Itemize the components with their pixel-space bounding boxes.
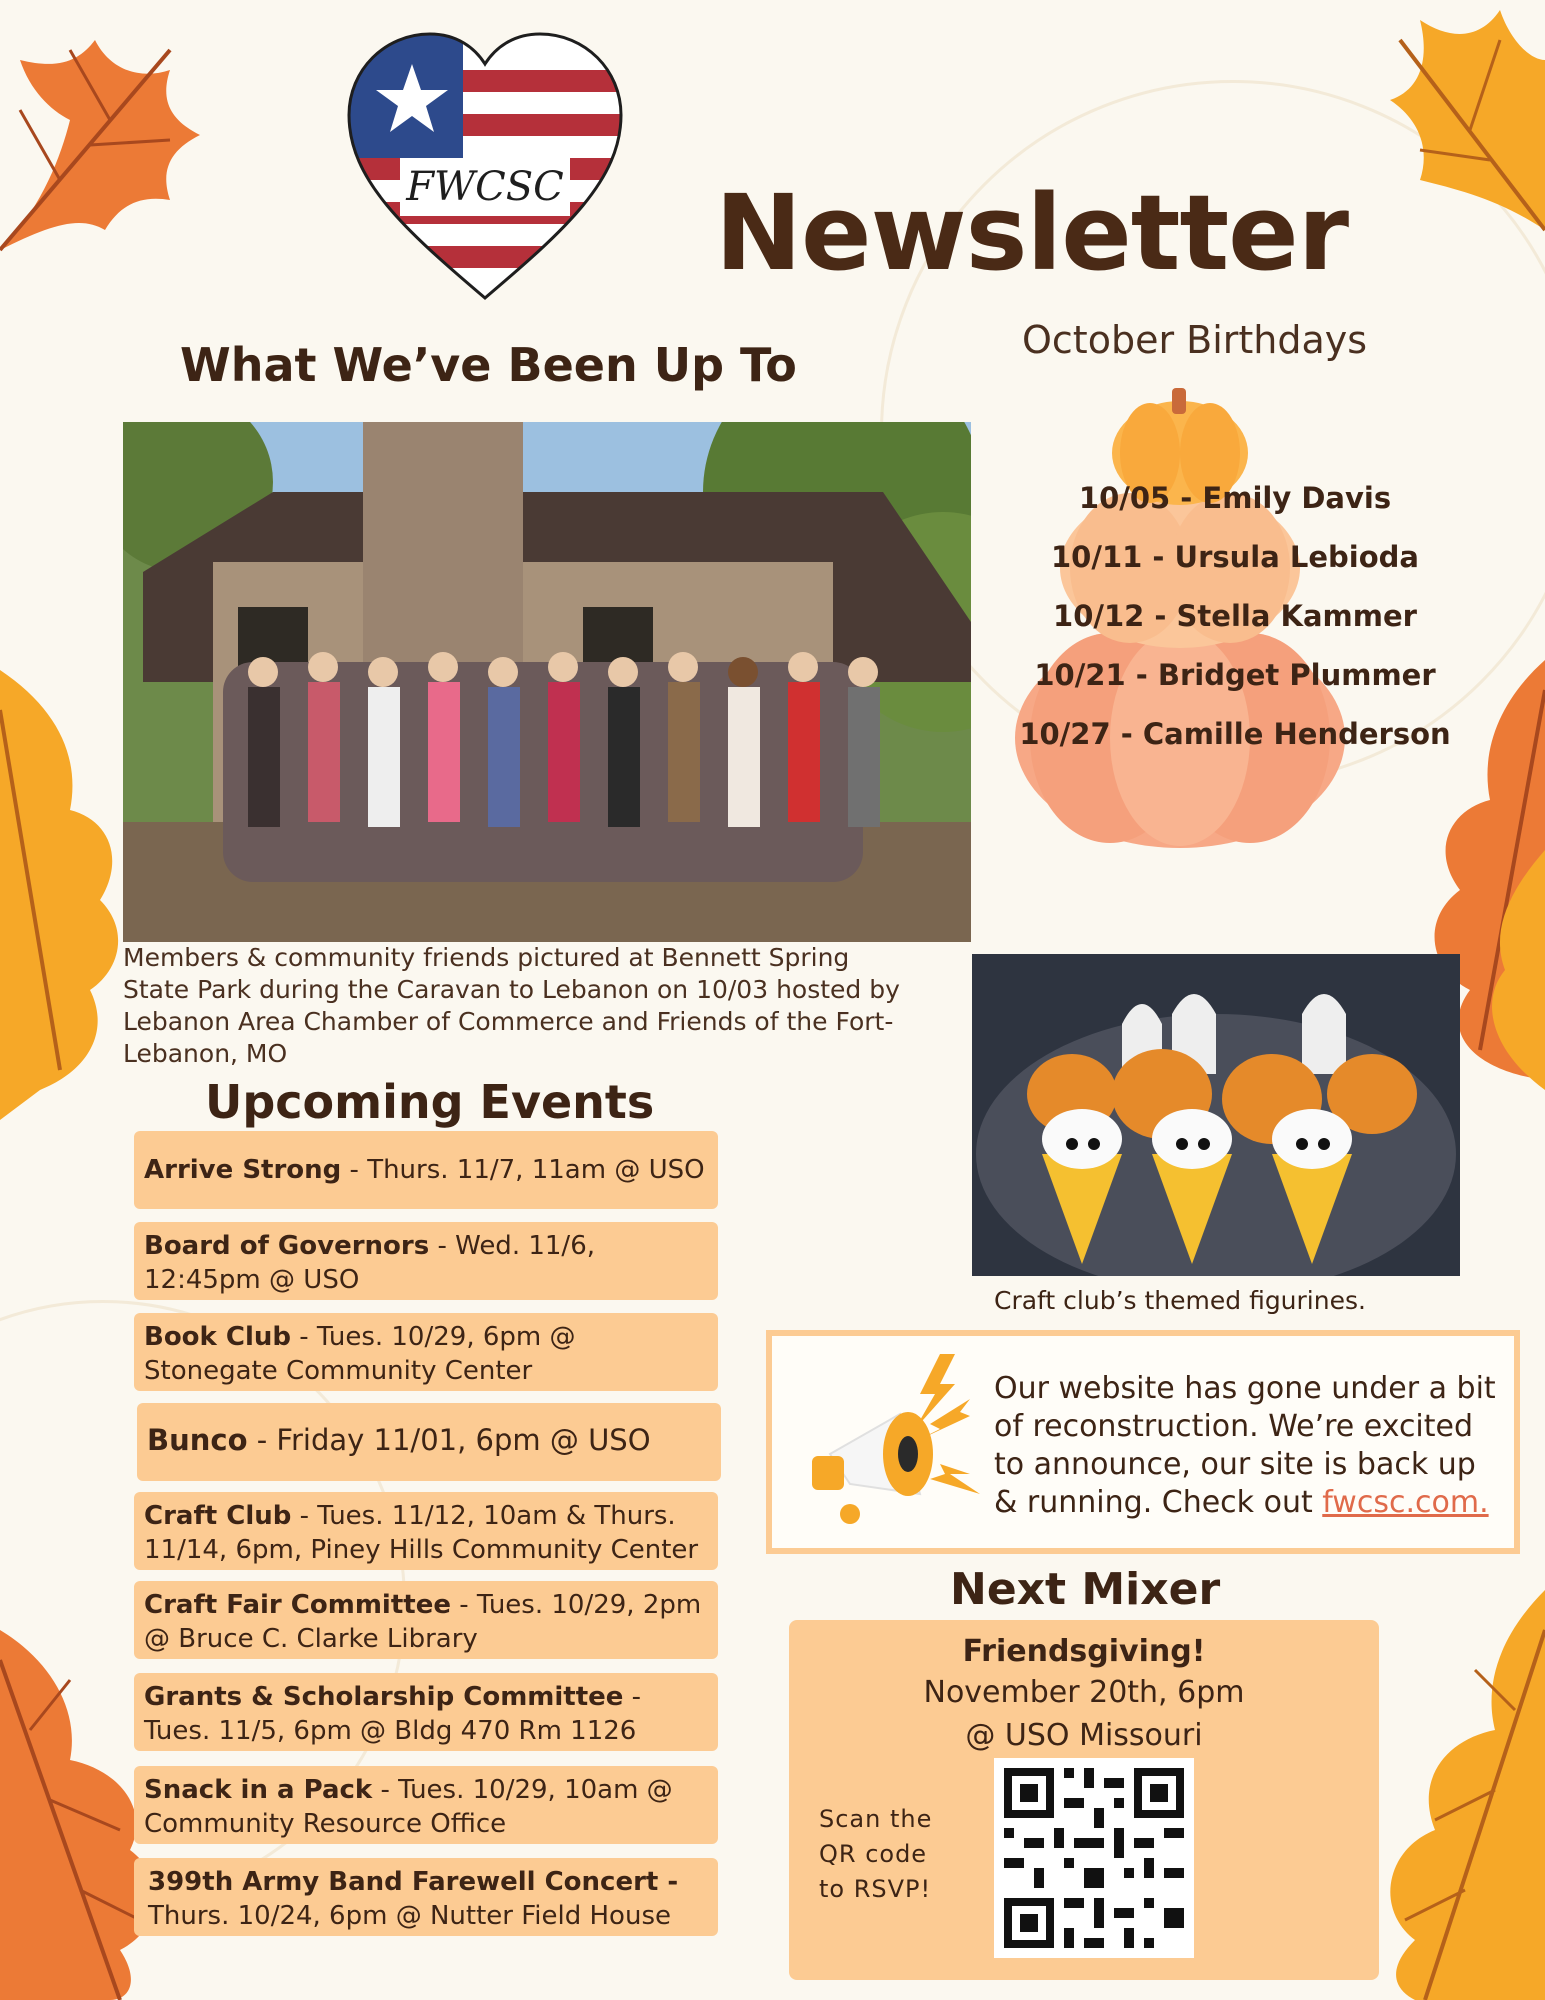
logo-text: FWCSC xyxy=(406,164,564,210)
event-details: - Tues. 11/5, 6pm @ Bldg 470 Rm 1126 xyxy=(144,1682,642,1746)
photo-caption: Members & community friends pictured at Bennett Spring State Park during the Caravan to Lebanon on 10/03 hosted by Lebanon Area Chamber of Commerce and Friends of the Fort- Lebanon, MO xyxy=(123,943,900,1068)
page-title: Newsletter xyxy=(715,172,1348,294)
recap-heading: What We’ve Been Up To xyxy=(180,338,797,392)
event-details: - Tues. 10/29, 6pm @ Stonegate Community Center xyxy=(144,1322,576,1386)
craft-figurines-photo xyxy=(972,954,1460,1276)
event-name: Craft Club xyxy=(144,1501,292,1531)
group-photo xyxy=(123,422,971,942)
event-details: - Tues. 10/29, 10am @ Community Resource Office xyxy=(144,1775,673,1839)
scan-line: Scan the xyxy=(819,1805,933,1833)
mixer-card xyxy=(789,1620,1379,1980)
event-name: Grants & Scholarship Committee xyxy=(144,1682,624,1712)
event-name: 399th Army Band Farewell Concert - xyxy=(148,1867,679,1897)
website-link[interactable]: fwcsc.com. xyxy=(1322,1485,1489,1520)
birthday-list xyxy=(1000,478,1470,773)
event-item xyxy=(137,1403,721,1481)
event-name: Bunco xyxy=(147,1423,248,1457)
fwcsc-heart-logo xyxy=(345,30,625,302)
birthday-item: 10/12 - Stella Kammer xyxy=(1053,599,1417,633)
leaf-right-inner-icon xyxy=(1450,850,1545,1090)
event-item xyxy=(134,1131,718,1209)
scan-line: to RSVP! xyxy=(819,1875,932,1903)
event-item xyxy=(134,1581,718,1659)
event-item xyxy=(134,1673,718,1751)
event-details: - Friday 11/01, 6pm @ USO xyxy=(247,1423,651,1457)
birthday-item: 10/27 - Camille Henderson xyxy=(1019,717,1451,751)
event-details: - Thurs. 11/7, 11am @ USO xyxy=(341,1155,705,1185)
event-name: Board of Governors xyxy=(144,1231,430,1261)
event-details: - Wed. 11/6, 12:45pm @ USO xyxy=(144,1231,595,1295)
mixer-heading: Next Mixer xyxy=(950,1564,1221,1615)
craft-caption: Craft club’s themed figurines. xyxy=(994,1286,1366,1315)
leaf-top-left-icon xyxy=(0,0,270,270)
megaphone-icon xyxy=(790,1344,990,1544)
mixer-location: @ USO Missouri xyxy=(965,1718,1203,1753)
scan-line: QR code xyxy=(819,1840,928,1868)
event-name: Snack in a Pack xyxy=(144,1775,373,1805)
birthdays-heading: October Birthdays xyxy=(1022,318,1368,362)
notice-text xyxy=(994,1370,1504,1522)
birthday-item: 10/11 - Ursula Lebioda xyxy=(1051,540,1419,574)
rsvp-qr-code[interactable] xyxy=(994,1758,1194,1958)
event-name: Craft Fair Committee xyxy=(144,1590,451,1620)
notice-body: Our website has gone under a bit of reconstruction. We’re excited to announce, our site is back up & running. Check out xyxy=(994,1371,1496,1520)
birthday-item: 10/05 - Emily Davis xyxy=(1078,481,1392,515)
event-item xyxy=(134,1313,718,1391)
event-item xyxy=(134,1766,718,1844)
event-item xyxy=(134,1222,718,1300)
leaf-left-middle-icon xyxy=(0,670,130,1120)
event-name: Arrive Strong xyxy=(144,1155,342,1185)
event-details: - Tues. 11/12, 10am & Thurs. 11/14, 6pm, Piney Hills Community Center xyxy=(144,1501,699,1565)
event-name: Book Club xyxy=(144,1322,291,1352)
scan-instructions xyxy=(819,1802,932,1907)
mixer-event-name: Friendsgiving! xyxy=(962,1634,1206,1669)
birthday-item: 10/21 - Bridget Plummer xyxy=(1034,658,1436,692)
website-notice xyxy=(766,1330,1520,1554)
mixer-date: November 20th, 6pm xyxy=(923,1675,1245,1710)
event-details: Thurs. 10/24, 6pm @ Nutter Field House xyxy=(148,1901,671,1931)
event-item xyxy=(134,1858,718,1936)
events-heading: Upcoming Events xyxy=(205,1075,655,1129)
event-item xyxy=(134,1492,718,1570)
event-details: - Tues. 10/29, 2pm @ Bruce C. Clarke Library xyxy=(144,1590,702,1654)
